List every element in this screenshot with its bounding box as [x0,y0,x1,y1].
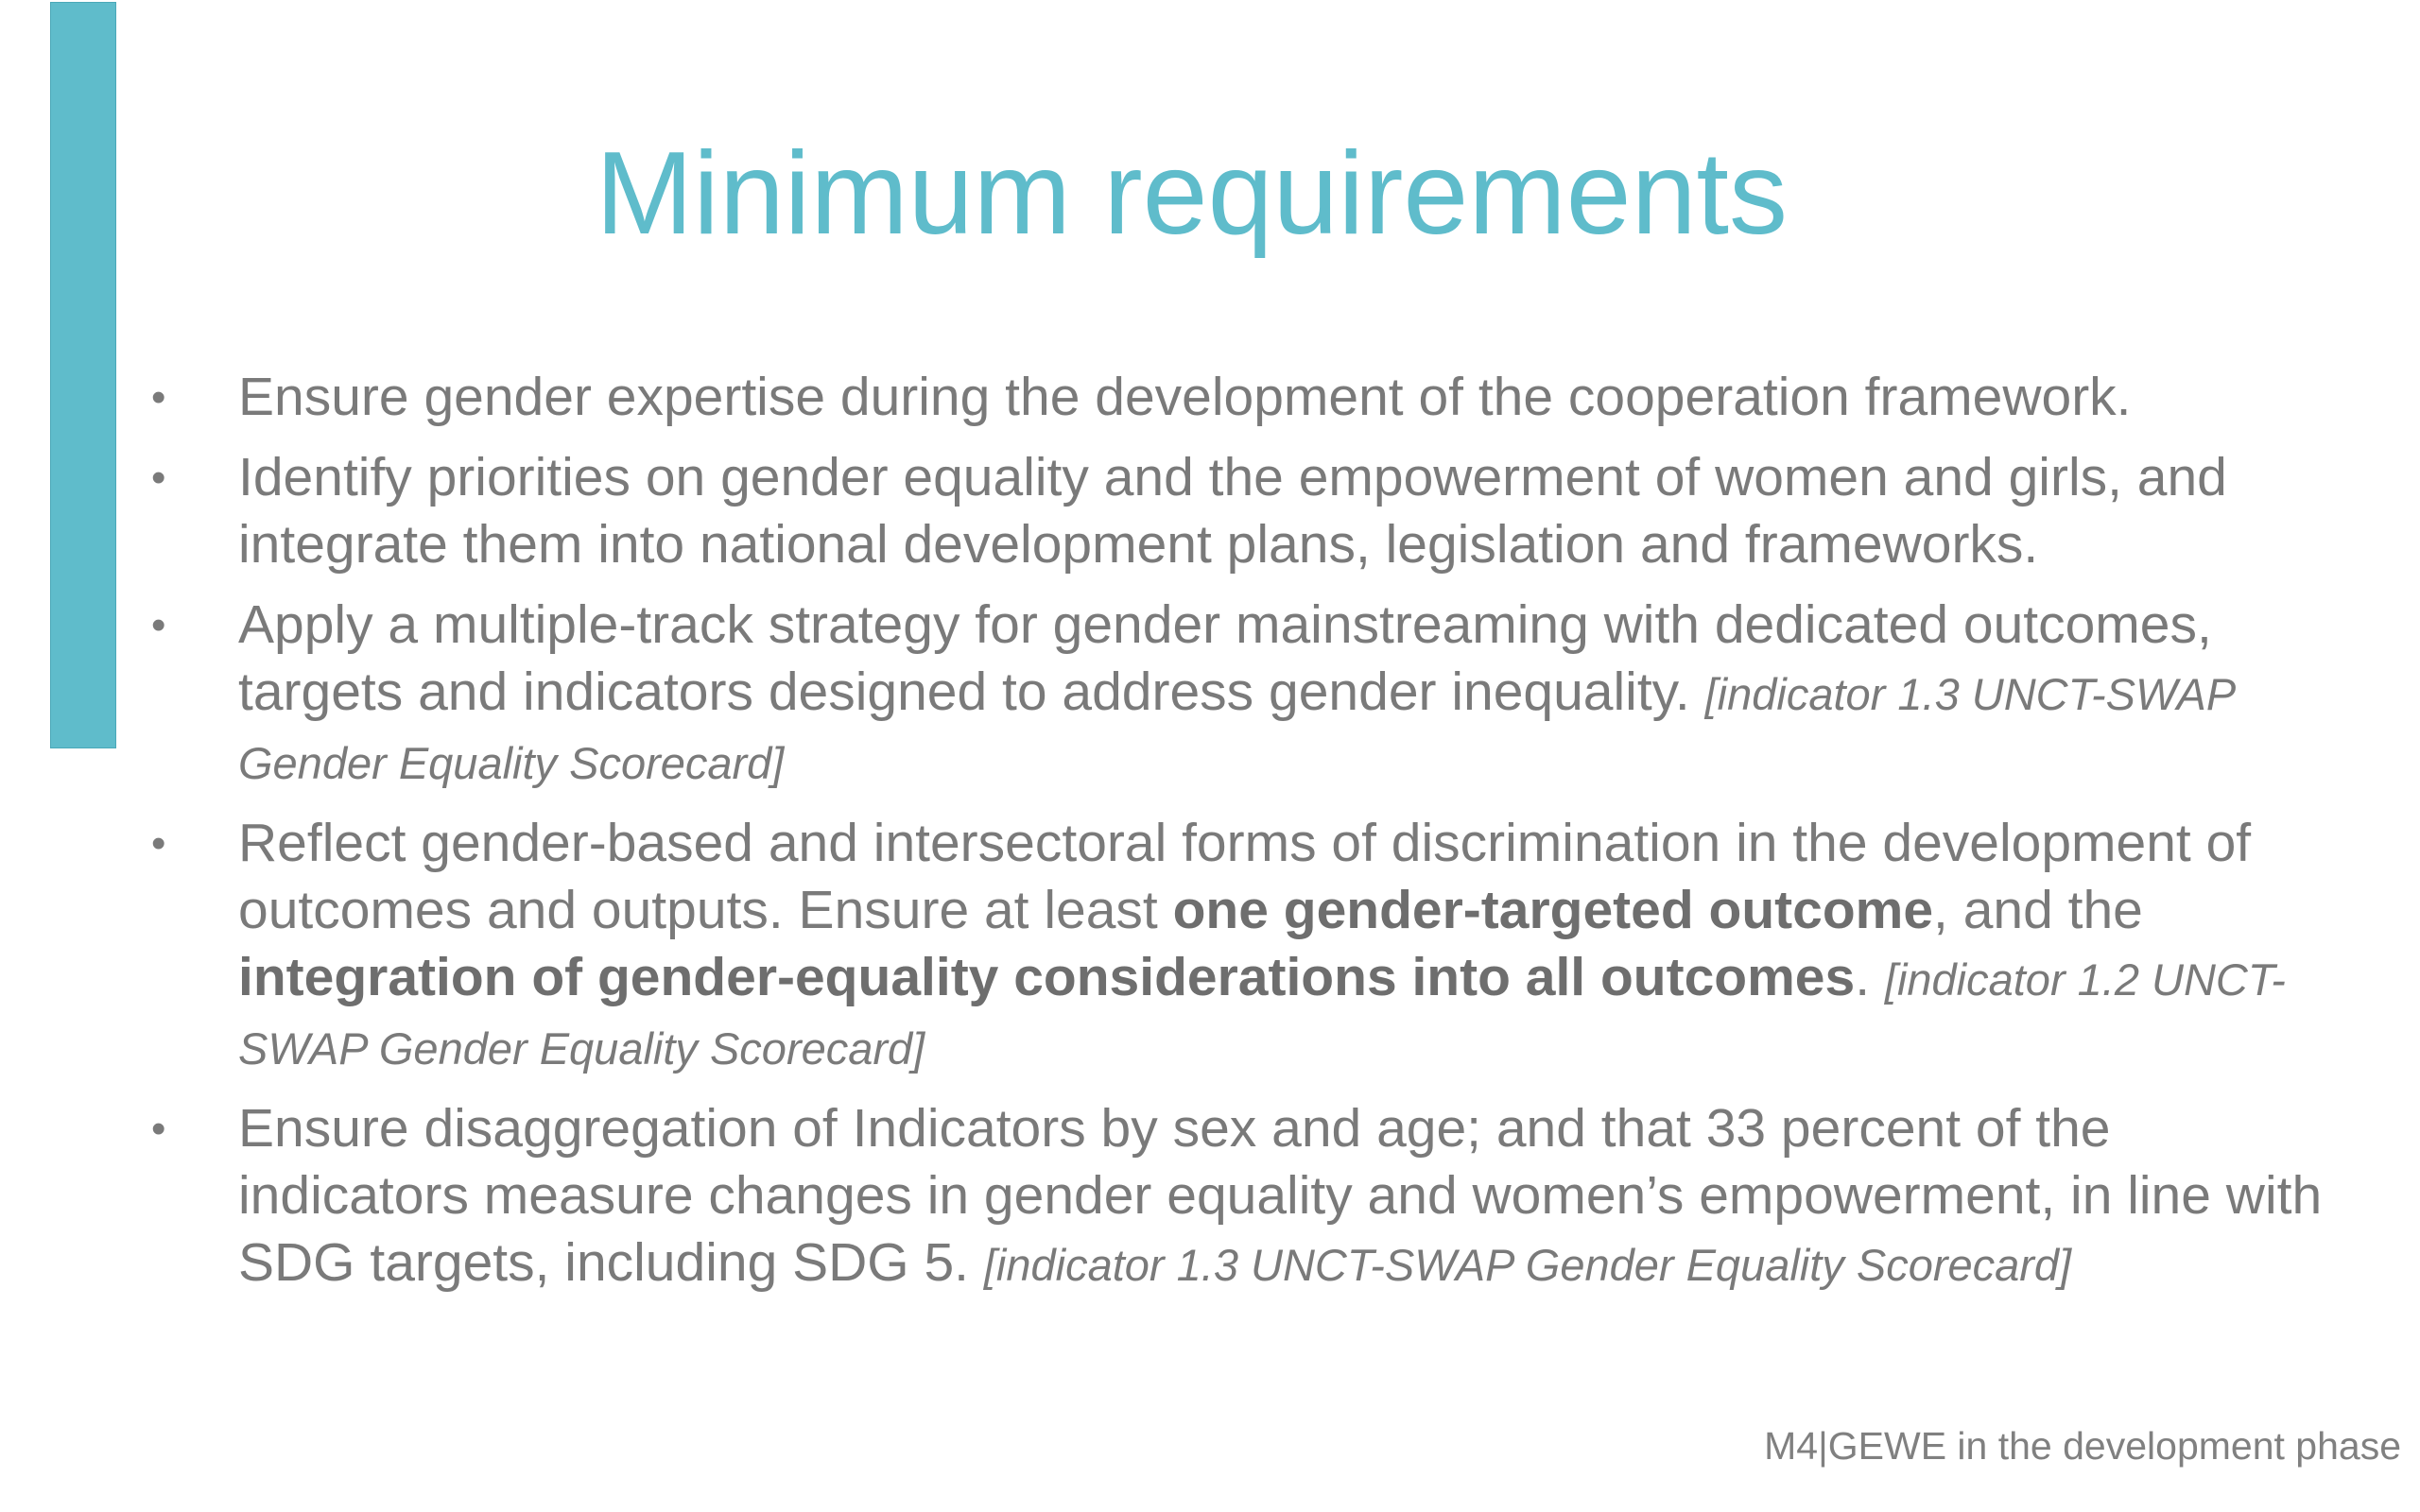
footer-text: M4|GEWE in the development phase [1764,1424,2401,1468]
emphasis-text: integration of gender-equality considerations into all outcomes [238,947,1856,1007]
list-item [142,444,2335,578]
requirements-list [142,364,2335,1312]
bullet-text: , and the [1933,880,2143,940]
bullet-text: Identify priorities on gender equality and the empowerment of women and girls, and integrate them into national development plans, legislation and frameworks. [238,447,2227,575]
bullet-text: Apply a multiple-track strategy for gender mainstreaming with dedicated outcomes, targets and indicators designed to address gender inequality. [238,594,2212,722]
accent-bar [50,2,116,748]
slide-title: Minimum requirements [596,129,1789,259]
bullet-icon: • [151,374,166,421]
list-item [142,592,2335,797]
list-item [142,364,2335,431]
emphasis-text: one gender-targeted outcome [1172,880,1934,940]
bullet-icon: • [151,602,166,648]
list-item [142,1095,2335,1298]
citation-text: [indicator 1.3 UNCT-SWAP Gender Equality Scorecard] [983,1240,2072,1290]
bullet-text: Ensure disaggregation of Indicators by sex and age; and that 33 percent of the indicators measure changes in gender equality and women’s empowerment, in line with SDG targets, including SDG 5. [238,1098,2323,1293]
citation-text: [indicator 1.2 UNCT-SWAP Gender Equality Scorecard] [238,954,2286,1074]
bullet-icon: • [151,455,166,501]
bullet-text: Reflect gender-based and intersectoral forms of discrimination in the development of outcomes and outputs. Ensure at least [238,813,2252,940]
bullet-icon: • [151,1106,166,1152]
bullet-text: . [1855,947,1885,1007]
bullet-text: Ensure gender expertise during the development of the cooperation framework. [238,367,2132,427]
citation-text: [indicator 1.3 UNCT-SWAP Gender Equality Scorecard] [238,669,2235,788]
bullet-icon: • [151,820,166,867]
list-item [142,810,2335,1082]
